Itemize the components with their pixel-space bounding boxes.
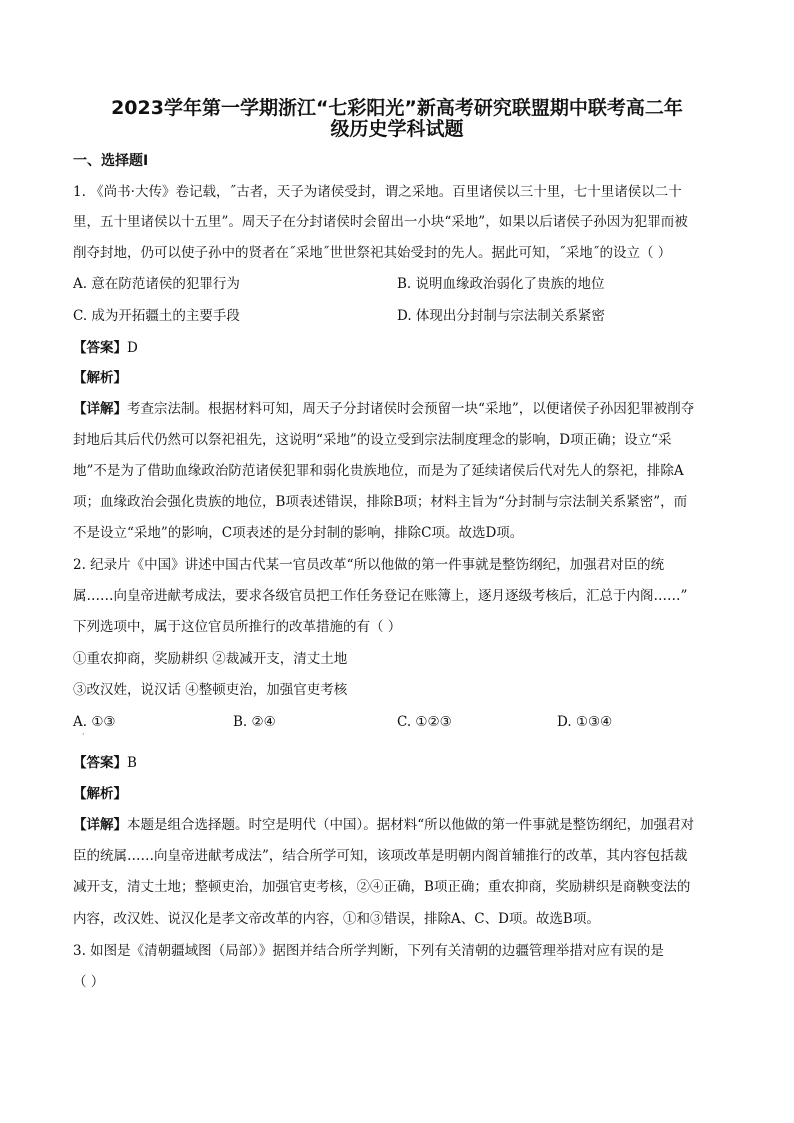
q1-option-b: B. 说明血缘政治弱化了贵族的地位 [397,276,605,292]
q1-option-a: A. 意在防范诸侯的犯罪行为 [73,276,240,292]
q1-answer-value: D [127,340,138,356]
q2-option-a: A. ①③ [73,714,116,730]
q2-detail-tag: 【详解】 [73,817,127,833]
q2-line-2: 属……向皇帝进献考成法，要求各级官员把工作任务登记在账簿上，逐月逐级考核后，汇总于内阁……” [73,588,688,604]
q2-line-3: 下列选项中，属于这位官员所推行的改革措施的有（ ） [73,619,402,635]
q1-line-1: 1. 《尚书·大传》卷记载，˝古者，天子为诸侯受封，谓之采地。百里诸侯以三十里，七十里诸侯以二十 [73,184,682,200]
q1-detail-tag: 【详解】 [73,401,127,417]
q3-line-2: （ ） [73,974,105,990]
q2-analysis-tag: 【解析】 [73,786,127,802]
title-line-2: 级历史学科试题 [330,118,464,140]
q1-detail-line-3: 地”不是为了借助血缘政治防范诸侯犯罪和弱化贵族地位，而是为了延续诸侯后代对先人的祭祀，排除A [73,463,684,479]
q2-detail-line-3: 减开支，清丈土地；整顿吏治，加强官吏考核，②④正确，B项正确；重农抑商，奖励耕织是商鞅变法的 [73,879,691,895]
q2-detail-line-1 [73,816,694,834]
q1-detail-text-1: 考查宗法制。根据材料可知，周天子分封诸侯时会预留一块“采地”，以便诸侯子孙因犯罪被削夺 [127,401,695,417]
q2-option-d: D. ①③④ [557,714,613,730]
q1-detail-line-1 [73,400,694,418]
q1-option-c: C. 成为开拓疆土的主要手段 [73,308,240,324]
q2-line-1: 2. 纪录片《中国》讲述中国古代某一官员改革“所以他做的第一件事就是整饬纲纪，加强君对臣的统 [73,557,665,573]
q3-line-1: 3. 如图是《清朝疆域图（局部）》据图并结合所学判断，下列有关清朝的边疆管理举措对应有误的是 [73,943,664,959]
q1-answer-tag: 【答案】 [73,340,127,356]
q2-detail-text-1: 本题是组合选择题。时空是明代（中国）。据材料“所以他做的第一件事就是整饬纲纪，加强君对 [127,817,695,833]
q1-detail-line-2: 封地后其后代仍然可以祭祀祖先，这说明“采地”的设立受到宗法制度理念的影响，D项正确；设立“采 [73,432,672,448]
q1-line-2: 里，五十里诸侯以十五里”。周天子在分封诸侯时会留出一小块“采地”，如果以后诸侯子孙因为犯罪而被 [73,214,688,230]
q1-answer [73,339,138,357]
q2-answer-value: B [127,755,137,771]
q1-detail-line-4: 项；血缘政治会强化贵族的地位，B项表述错误，排除B项；材料主旨为“分封制与宗法制关系紧密”，而 [73,494,688,510]
q1-line-3: 削夺封地，仍可以使子孙中的贤者在˝采地˝世世祭祀其始受封的先人。据此可知，˝采地˝的设立（ ） [73,245,672,261]
title-line-1: 2023学年第一学期浙江“七彩阳光”新高考研究联盟期中联考高二年 [111,97,683,119]
q2-item-line-2: ③改汉姓，说汉话 ④整顿吏治，加强官吏考核 [73,682,348,698]
q2-detail-line-2: 臣的统属……向皇帝进献考成法”，结合所学可知，该项改革是明朝内阁首辅推行的改革，其内容包括裁 [73,848,688,864]
q2-answer-tag: 【答案】 [73,755,127,771]
q2-option-c: C. ①②③ [397,714,452,730]
q2-item-line-1: ①重农抑商，奖励耕织 ②裁减开支，清丈土地 [73,651,348,667]
q1-analysis-tag: 【解析】 [73,370,127,386]
q2-detail-line-4: 内容，改汉姓、说汉化是孝文帝改革的内容，①和③错误，排除A、C、D项。故选B项。 [73,911,600,927]
q1-option-d: D. 体现出分封制与宗法制关系紧密 [397,308,605,324]
stray-dot: · [82,730,85,739]
q1-detail-line-5: 不是设立“采地”的影响，C项表述的是分封制的影响，排除C项。故选D项。 [73,525,524,541]
q2-option-b: B. ②④ [233,714,276,730]
q2-answer [73,754,137,772]
section-heading: 一、选择题Ⅰ [73,153,149,169]
